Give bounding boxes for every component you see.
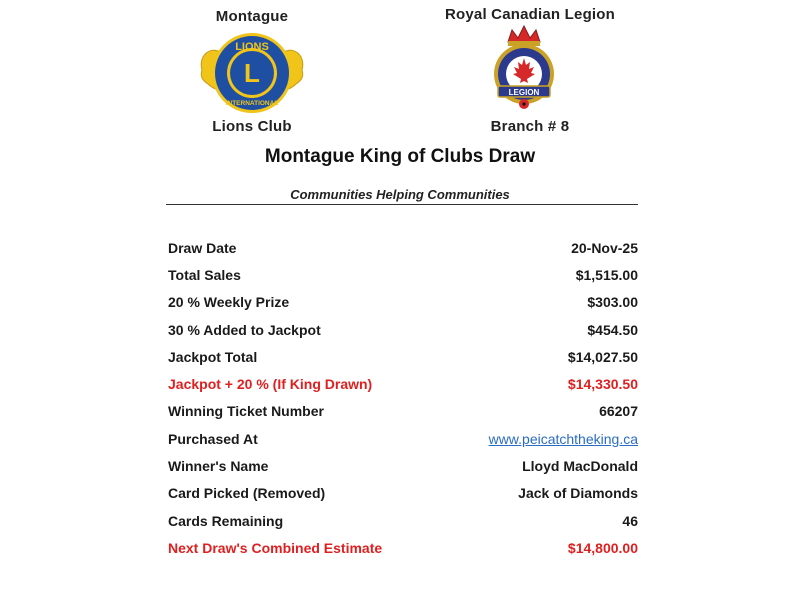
row-label: Total Sales: [168, 266, 241, 283]
lions-club-name-bottom: Lions Club: [212, 118, 292, 135]
row-value: $14,330.50: [567, 376, 638, 393]
row-winning-ticket-number: [168, 398, 638, 425]
row-label: 30 % Added to Jackpot: [168, 321, 321, 338]
row-value: $454.50: [587, 321, 638, 338]
lions-logo-bottom-text: INTERNATIONAL: [225, 100, 279, 107]
lions-club-name-top: Montague: [215, 8, 289, 25]
row-label: 20 % Weekly Prize: [168, 294, 290, 311]
purchased-at-link[interactable]: www.peicatchtheking.ca: [488, 430, 638, 447]
row-value: 20-Nov-25: [571, 239, 638, 256]
row-total-sales: [168, 261, 638, 288]
row-value: 46: [622, 512, 638, 529]
row-label: Jackpot + 20 % (If King Drawn): [168, 376, 373, 393]
row-weekly-prize: [168, 289, 638, 316]
row-value: Jack of Diamonds: [518, 485, 638, 502]
royal-canadian-legion-logo: [488, 22, 560, 116]
legion-name-top: Royal Canadian Legion: [444, 6, 616, 23]
lions-logo-top-text: LIONS: [235, 41, 269, 53]
row-label: Winner's Name: [168, 458, 269, 475]
row-label: Draw Date: [168, 239, 237, 256]
legion-branch-name: Branch # 8: [490, 118, 570, 135]
row-added-to-jackpot: [168, 316, 638, 343]
lions-logo-center-text: L: [244, 58, 260, 88]
row-purchased-at: [168, 425, 638, 452]
page-subtitle: Communities Helping Communities: [290, 187, 510, 202]
page-title: Montague King of Clubs Draw: [264, 146, 536, 167]
row-next-draw-estimate: [168, 534, 638, 561]
row-value: Lloyd MacDonald: [522, 458, 638, 475]
divider: [166, 204, 638, 205]
row-value: 66207: [599, 403, 638, 420]
row-draw-date: [168, 234, 638, 261]
row-value: $303.00: [587, 294, 638, 311]
draw-results-table: [168, 234, 638, 562]
row-label: Cards Remaining: [168, 512, 284, 529]
row-jackpot-if-king-drawn: [168, 370, 638, 397]
row-label: Winning Ticket Number: [168, 403, 324, 420]
legion-logo-band-text: LEGION: [508, 88, 540, 97]
row-card-picked: [168, 480, 638, 507]
row-label: Jackpot Total: [168, 348, 258, 365]
row-label: Purchased At: [168, 430, 258, 447]
row-winners-name: [168, 452, 638, 479]
row-value: $14,027.50: [567, 348, 638, 365]
lions-club-logo: [196, 30, 308, 116]
row-value: $14,800.00: [567, 539, 638, 556]
row-label: Next Draw's Combined Estimate: [168, 539, 383, 556]
row-label: Card Picked (Removed): [168, 485, 326, 502]
row-value: $1,515.00: [575, 266, 638, 283]
row-cards-remaining: [168, 507, 638, 534]
row-jackpot-total: [168, 343, 638, 370]
